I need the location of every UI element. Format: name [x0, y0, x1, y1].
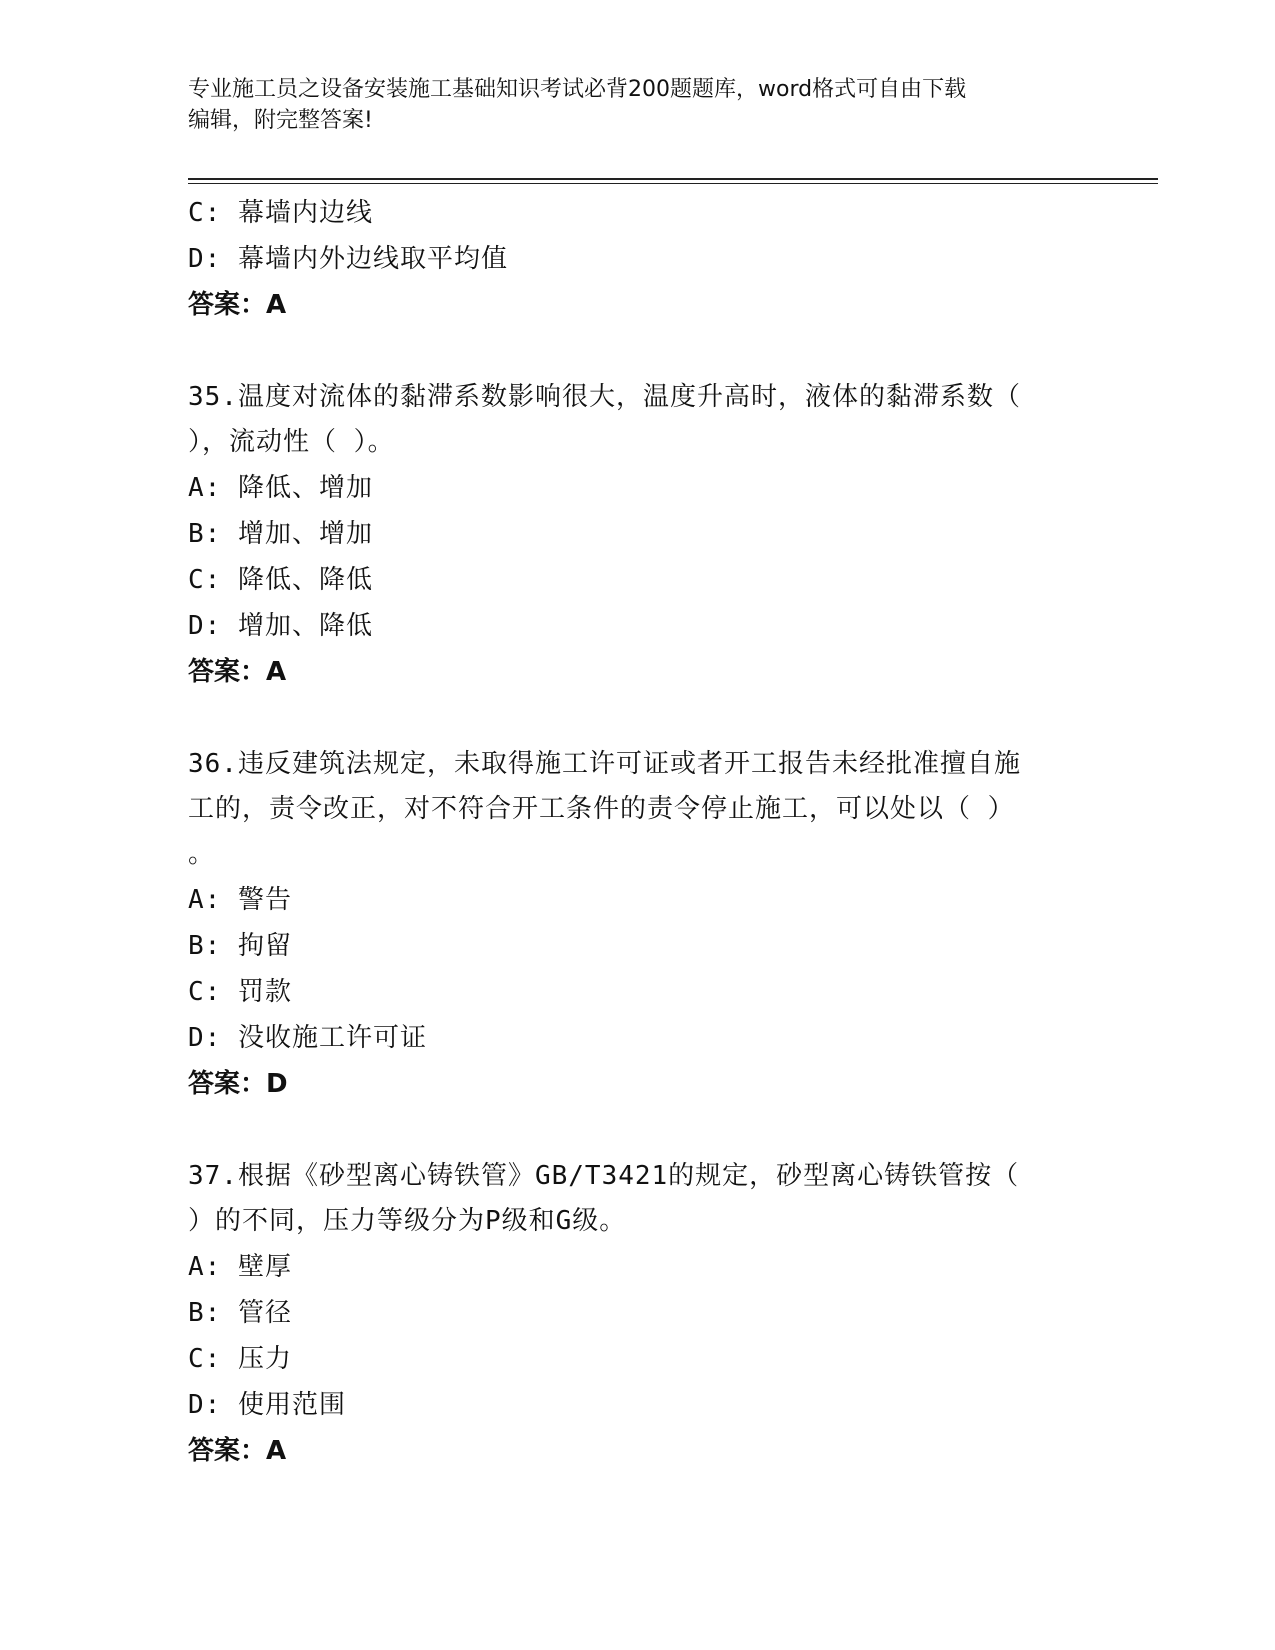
option-d: D: 使用范围 — [188, 1390, 346, 1420]
question-text: 36.违反建筑法规定，未取得施工许可证或者开工报告未经批准擅自施 — [188, 749, 1021, 779]
option-b: B: 拘留 — [188, 931, 292, 961]
answer: 答案：A — [188, 657, 287, 687]
option-b: B: 管径 — [188, 1298, 292, 1328]
question-text: 35.温度对流体的黏滞系数影响很大，温度升高时，液体的黏滞系数（ — [188, 382, 1021, 412]
question-text: 工的，责令改正，对不符合开工条件的责令停止施工，可以处以（ ） — [188, 794, 1015, 824]
option-c: C: 幕墙内边线 — [188, 198, 373, 228]
option-c: C: 压力 — [188, 1344, 292, 1374]
option-d: D: 增加、降低 — [188, 611, 373, 641]
document-body — [188, 190, 1088, 1474]
spacer — [188, 328, 1088, 375]
document-header — [188, 74, 1088, 136]
question-37 — [188, 1154, 1088, 1474]
spacer — [188, 695, 1088, 742]
answer: 答案：A — [188, 290, 287, 320]
spacer — [188, 1107, 1088, 1154]
question-text: 。 — [188, 839, 216, 869]
question-34-continued — [188, 190, 1088, 328]
option-a: A: 警告 — [188, 885, 292, 915]
option-c: C: 罚款 — [188, 977, 292, 1007]
option-a: A: 壁厚 — [188, 1252, 292, 1282]
question-text: 37.根据《砂型离心铸铁管》GB/T3421的规定，砂型离心铸铁管按（ — [188, 1161, 1020, 1191]
question-text: ）的不同，压力等级分为P级和G级。 — [188, 1206, 627, 1236]
header-line-2: 编辑，附完整答案! — [188, 108, 373, 133]
option-a: A: 降低、增加 — [188, 473, 373, 503]
option-c: C: 降低、降低 — [188, 565, 373, 595]
option-d: D: 没收施工许可证 — [188, 1023, 427, 1053]
option-b: B: 增加、增加 — [188, 519, 373, 549]
answer: 答案：D — [188, 1069, 288, 1099]
question-35 — [188, 375, 1088, 695]
header-rule-thin — [188, 183, 1158, 184]
header-line-1: 专业施工员之设备安装施工基础知识考试必背200题题库，word格式可自由下载 — [188, 77, 967, 102]
question-text: ），流动性（ ）。 — [188, 427, 395, 457]
question-36 — [188, 742, 1088, 1107]
header-rule-thick — [188, 178, 1158, 180]
answer: 答案：A — [188, 1436, 287, 1466]
option-d: D: 幕墙内外边线取平均值 — [188, 244, 508, 274]
